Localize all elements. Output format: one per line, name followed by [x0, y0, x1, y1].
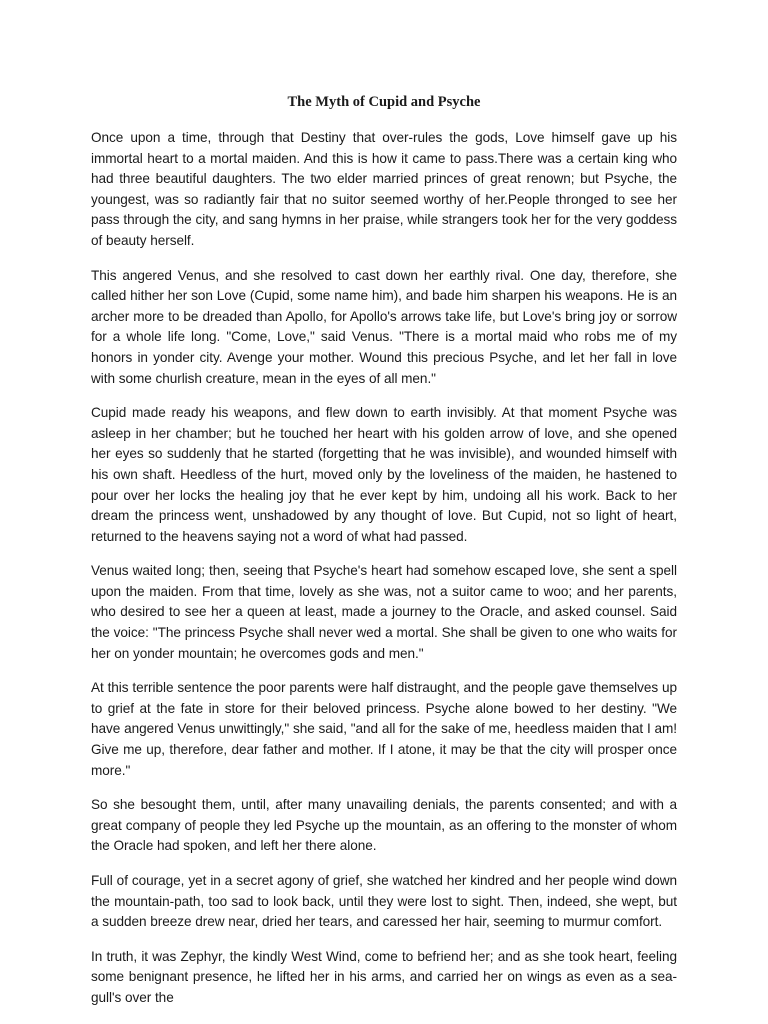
- paragraph-7: Full of courage, yet in a secret agony of grief, she watched her kindred and her people wind down the mountain-path, too sad to look back, until they were lost to sight. Then, indeed, she wept, but a sudden breeze drew near, dried her tears, and caressed her hair, seeming to murmur comfort.: [91, 873, 677, 930]
- paragraph-8: In truth, it was Zephyr, the kindly West Wind, come to befriend her; and as she took heart, feeling some benignant presence, he lifted her in his arms, and carried her on wings as even as a sea-gull's over the: [91, 948, 677, 1005]
- paragraph-1: Once upon a time, through that Destiny that over-rules the gods, Love himself gave up his immortal heart to a mortal maiden. And this is how it came to pass.There was a certain king who had three beautiful daughters. The two elder married princes of great renown; but Psyche, the youngest, was so radiantly fair that no suitor seemed worthy of her.People thronged to see her pass through the city, and sang hymns in her praise, while strangers took her for the very goddess of beauty herself.: [91, 130, 677, 248]
- paragraph-3: Cupid made ready his weapons, and flew down to earth invisibly. At that moment Psyche was asleep in her chamber; but he touched her heart with his golden arrow of love, and she opened her eyes so suddenly that he started (forgetting that he was invisible), and wounded himself with his own shaft. Heedless of the hurt, moved only by the loveliness of the maiden, he hastened to pour over her locks the healing joy that he ever kept by him, undoing all his work. Back to her dream the princess went, unshadowed by any thought of love. But Cupid, not so light of heart, returned to the heavens saying not a word of what had passed.: [91, 405, 677, 544]
- paragraph-5: At this terrible sentence the poor parents were half distraught, and the people gave themselves up to grief at the fate in store for their beloved princess. Psyche alone bowed to her destiny. "We have angered Venus unwittingly," she said, "and all for the sake of me, heedless maiden that I am! Give me up, therefore, dear father and mother. If I atone, it may be that the city will prosper once more.": [91, 680, 677, 778]
- paragraph-2: This angered Venus, and she resolved to cast down her earthly rival. One day, therefore, she called hither her son Love (Cupid, some name him), and bade him sharpen his weapons. He is an archer more to be dreaded than Apollo, for Apollo's arrows take life, but Love's bring joy or sorrow for a whole life long. "Come, Love," said Venus. "There is a mortal maid who robs me of my honors in yonder city. Avenge your mother. Wound this precious Psyche, and let her fall in love with some churlish creature, mean in the eyes of all men.": [91, 267, 677, 386]
- paragraph-6: So she besought them, until, after many unavailing denials, the parents consented; and with a great company of people they led Psyche up the mountain, as an offering to the monster of whom the Oracle had spoken, and left her there alone.: [91, 797, 677, 854]
- paragraph-4: Venus waited long; then, seeing that Psyche's heart had somehow escaped love, she sent a spell upon the maiden. From that time, lovely as she was, not a suitor came to woo; and her parents, who desired to see her a queen at least, made a journey to the Oracle, and asked counsel. Said the voice: "The princess Psyche shall never wed a mortal. She shall be given to one who waits for her on yonder mountain; he overcomes gods and men.": [91, 563, 677, 661]
- document-title: The Myth of Cupid and Psyche: [287, 94, 481, 110]
